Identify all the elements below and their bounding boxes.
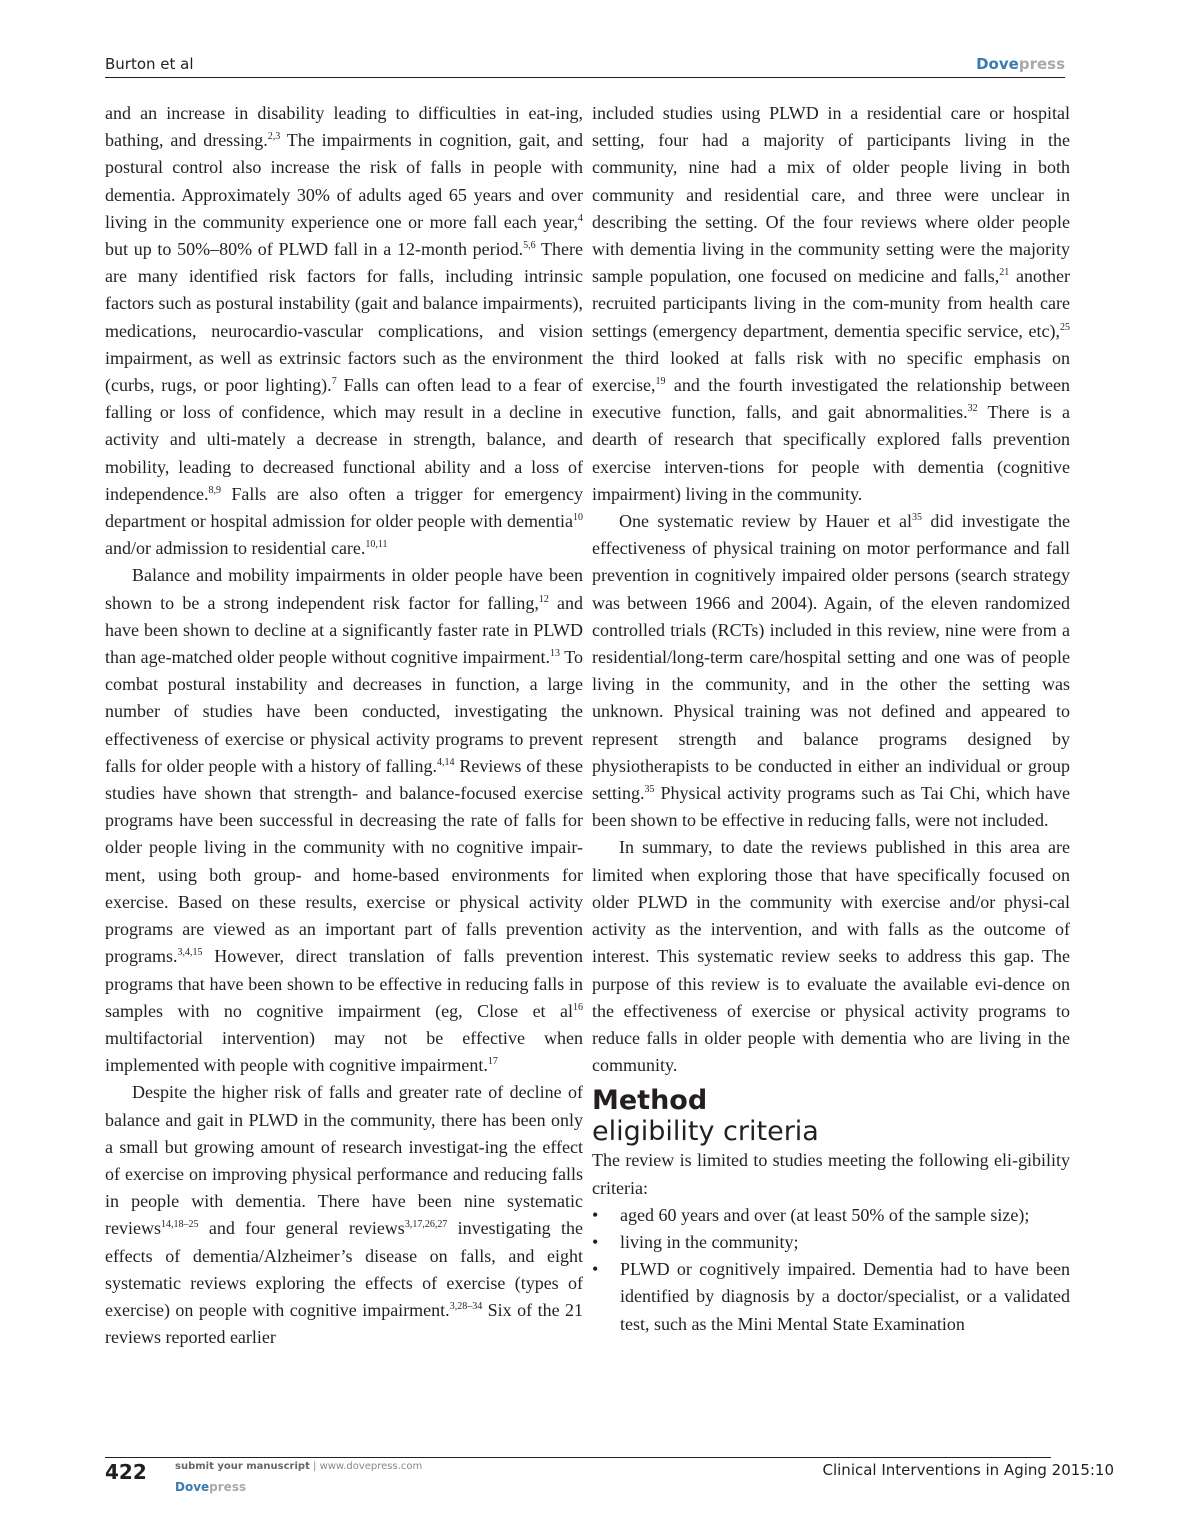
citation: 8,9	[208, 484, 221, 496]
section-title-method: Method	[592, 1085, 708, 1117]
citation: 10	[573, 512, 583, 524]
citation: 35	[911, 512, 922, 524]
paragraph: One systematic review by Hauer et $al^{35}$ did investigate the effectiveness of physical training on motor performance and fall prevention in cognitively impaired older persons (search strategy was between 1966 and 2004). Again, of the eleven randomized controlled trials (RCTs) included in this review, nine were from a residential/long-term care/hospital setting and one was of people living in the community, and in the other the setting was unknown. Physical training was not defined and appeared to represent strength and balance programs designed by physiotherapists to be conducted in either an individual or group setting.$^{35}$ Physical activity programs such as Tai Chi, which have been shown to be effective in reducing falls, were not included.	[592, 511, 1070, 831]
bullet-icon: •	[592, 1259, 599, 1280]
submit-manuscript-line: submit your manuscript | www.dovepress.com	[175, 1461, 423, 1472]
paragraph: and an increase in disability leading to difficulties in eat-ing, bathing, and dressing.$^{2,3}$ The impairments in cognition, gait, and postural control also increase the risk of falls in people with dementia. Approximately 30% of adults aged 65 years and over living in the community experience one or more fall each year,$^4$ but up to 50%–80% of PLWD fall in a 12-month period.$^{5,6}$ There are many identified risk factors for falls, including intrinsic factors such as postural instability (gait and balance impairments), medications, neurocardio-vascular complications, and vision impairment, as well as extrinsic factors such as the environment (curbs, rugs, or poor lighting).$^7$ Falls can often lead to a fear of falling or loss of confidence, which may result in a decline in activity and ulti-mately a decrease in strength, balance, and mobility, leading to decreased functional ability and a loss of independence.$^{8,9}$ Falls are also often a trigger for emergency department or hospital admission for older people with dementia$^{10}$ and/or admission to residential care.$^{10,11}$	[105, 103, 584, 559]
criteria-list	[592, 1202, 1070, 1338]
right-column	[592, 100, 1070, 1338]
paragraph: In summary, to date the reviews published in this area are limited when exploring those that have specifically focused on older PLWD in the community with exercise and/or physi-cal activity as the intervention, and with falls as the outcome of interest. This systematic review seeks to address this gap. The purpose of this review is to evaluate the available evi-dence on the effectiveness of exercise or physical activity programs to reduce falls in older people with dementia who are living in the community.	[592, 837, 1070, 1076]
citation: 4	[578, 212, 583, 224]
citation: 3,28–34	[449, 1300, 483, 1312]
footer-divider	[105, 1457, 1051, 1458]
dovepress-url-link[interactable]: www.dovepress.com	[319, 1461, 423, 1472]
citation: 7	[331, 376, 337, 388]
paragraph: Balance and mobility impairments in older people have been shown to be a strong independent risk factor for falling,$^{12}$ and have been shown to decline at a significantly faster rate in PLWD than age-matched older people without cognitive impairment.$^{13}$ To combat postural instability and decreases in function, a large number of studies have been conducted, investigating the effectiveness of exercise or physical activity programs to prevent falls for older people with a history of falling.$^{4,14}$ Reviews of these studies have shown that strength- and balance-focused exercise programs have been successful in decreasing the rate of falls for older people living in the community with no cognitive impair-ment, using both group- and home-based environments for exercise. Based on these results, exercise or physical activity programs are viewed as an important part of falls prevention programs.$^{3,4,15}$ However, direct translation of falls prevention programs that have been shown to be effective in reducing falls in samples with no cognitive impairment (eg, Close et $al^{16}$ multifactorial intervention) may not be effective when implemented with people with cognitive impairment.$^{17}$	[105, 565, 584, 1076]
subsection-title-eligibility: eligibility criteria	[592, 1116, 819, 1148]
citation: 3,17,26,27	[404, 1219, 448, 1231]
header-brand-dove: Dove	[976, 55, 1019, 73]
journal-citation: Clinical Interventions in Aging 2015:10	[822, 1461, 1114, 1479]
paragraph: included studies using PLWD in a residential care or hospital setting, four had a majority of participants living in the community, nine had a mix of older people living in both community and residential care, and three were unclear in describing the setting. Of the four reviews where older people with dementia living in the community setting were the majority sample population, one focused on medicine and falls,$^{21}$ another recruited participants living in the com-munity from health care settings (emergency department, dementia specific service, etc),$^{25}$ the third looked at falls risk with no specific emphasis on exercise,$^{19}$ and the fourth investigated the relationship between executive function, falls, and gait abnormalities.$^{32}$ There is a dearth of research that specifically explored falls prevention exercise interven-tions for people with dementia (cognitive impairment) living in the community.	[592, 103, 1071, 504]
citation: 16	[573, 1001, 583, 1013]
list-item: • aged 60 years and over (at least 50% of the sample size);	[592, 1202, 1070, 1229]
bullet-icon: •	[592, 1231, 599, 1252]
running-header-authors: Burton et al	[105, 55, 194, 73]
list-item: • PLWD or cognitively impaired. Dementia had to have been identified by diagnosis by a doctor/specialist, or a validated test, such as the Mini Mental State Examination	[592, 1256, 1070, 1338]
paragraph: Despite the higher risk of falls and greater rate of decline of balance and gait in PLWD in the community, there has been only a small but growing amount of research investigat-ing the effect of exercise on improving physical performance and reducing falls in people with dementia. There have been nine systematic reviews$^{14,18-25}$ and four general reviews$^{3,17,26,27}$ investigating the effects of dementia/Alzheimer’s disease on falls, and eight systematic reviews exploring the effects of exercise (types of exercise) on people with cognitive impairment.$^{3,28-34}$ Six of the 21 reviews reported earlier	[105, 1082, 584, 1348]
citation: 35	[644, 784, 655, 796]
citation: 12	[538, 593, 549, 605]
citation: 2,3	[267, 131, 281, 143]
header-brand-logo[interactable]	[976, 55, 1065, 73]
left-column	[105, 100, 583, 1351]
citation: 3,4,15	[177, 947, 203, 959]
citation: 14,18–25	[160, 1219, 199, 1231]
footer-brand-dove: Dove	[175, 1480, 210, 1494]
citation: 21	[999, 267, 1010, 279]
criteria-intro: The review is limited to studies meeting the following eli-gibility criteria:	[592, 1150, 1070, 1198]
running-header	[105, 55, 1065, 78]
page-number: 422	[105, 1460, 147, 1484]
citation: 10,11	[365, 539, 388, 551]
citation: 17	[487, 1056, 498, 1068]
header-brand-press: press	[1018, 55, 1065, 73]
citation: 4,14	[437, 756, 455, 768]
footer-brand-logo[interactable]	[175, 1480, 246, 1494]
submit-manuscript-link[interactable]: submit your manuscript	[175, 1461, 310, 1472]
citation: 19	[655, 376, 666, 388]
citation: 5,6	[523, 240, 536, 252]
citation: 32	[967, 403, 978, 415]
bullet-icon: •	[592, 1204, 599, 1225]
citation: 13	[549, 648, 560, 660]
footer-brand-press: press	[209, 1480, 247, 1494]
citation: 25	[1060, 321, 1070, 333]
list-item: • living in the community;	[592, 1229, 1070, 1256]
